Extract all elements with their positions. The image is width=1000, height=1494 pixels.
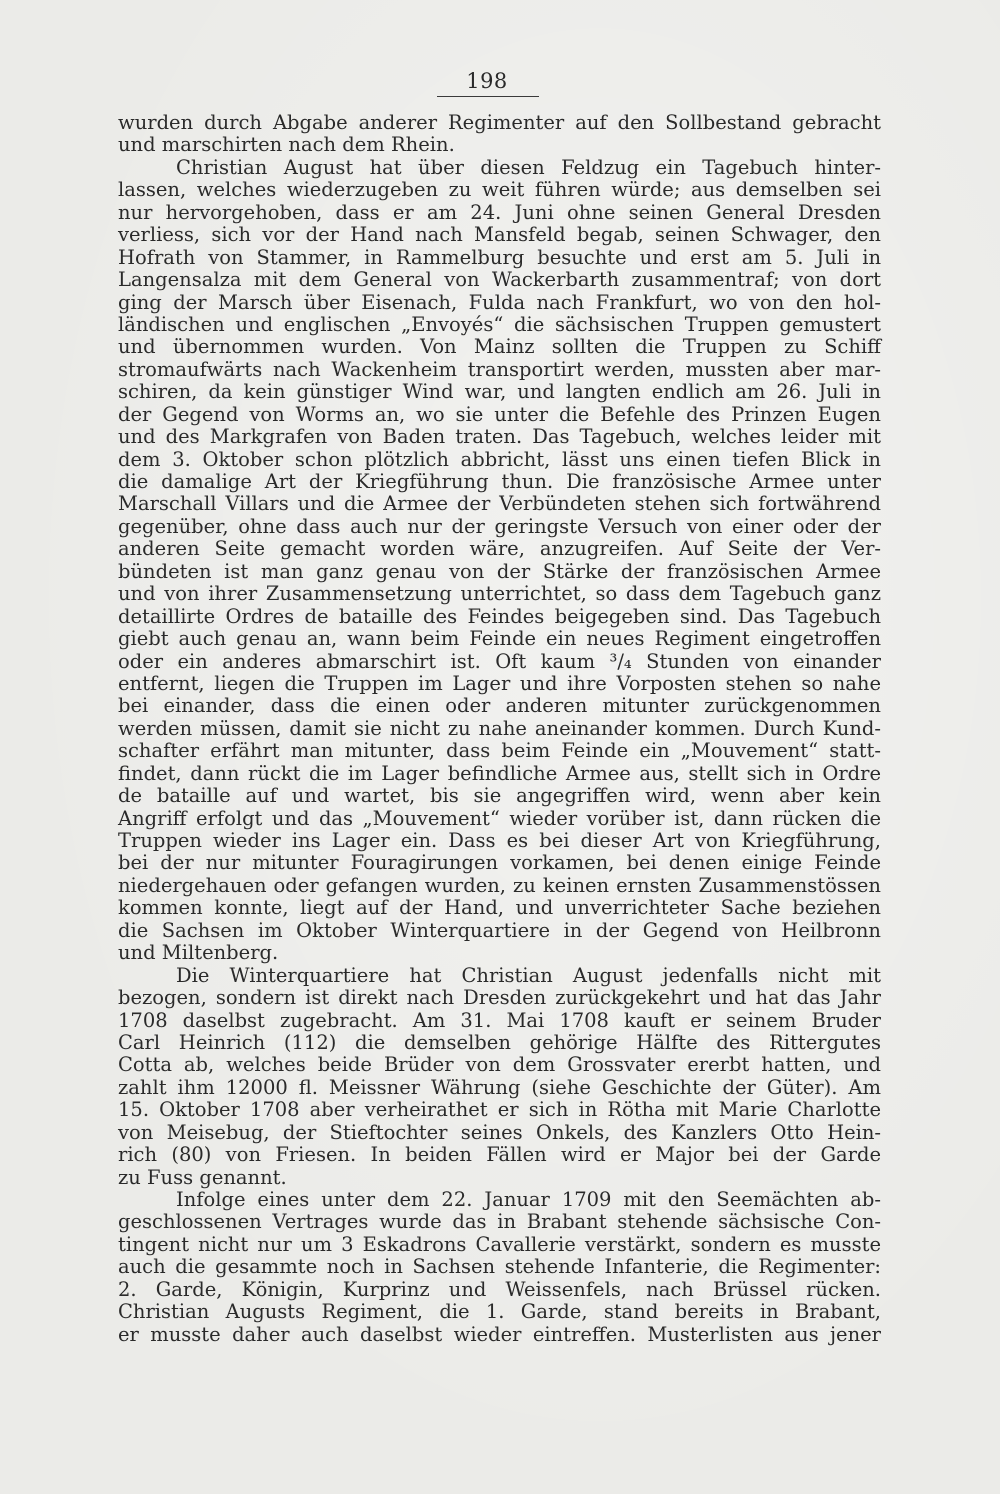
text-line: Infolge eines unter dem 22. Januar 1709 mit den Seemächten ab- bbox=[176, 1188, 881, 1211]
text-line: anderen Seite gemacht worden wäre, anzugreifen. Auf Seite der Ver- bbox=[118, 537, 881, 561]
text-line: die damalige Art der Kriegführung thun. Die französische Armee unter bbox=[118, 470, 881, 493]
text-line: giebt auch genau an, wann beim Feinde ein neues Regiment eingetroffen bbox=[118, 627, 881, 651]
text-line: bündeten ist man ganz genau von der Stärke der französischen Armee bbox=[118, 559, 881, 583]
page-number: 198 bbox=[466, 69, 508, 93]
text-line: de bataille auf und wartet, bis sie angegriffen wird, wenn aber kein bbox=[118, 784, 881, 808]
text-line: Hofrath von Stammer, in Rammelburg besuchte und erst am 5. Juli in bbox=[118, 245, 881, 269]
text-line: 2. Garde, Königin, Kurprinz und Weissenfels, nach Brüssel rücken. bbox=[118, 1277, 881, 1301]
text-line: Marschall Villars und die Armee der Verbündeten stehen sich fortwährend bbox=[118, 492, 881, 516]
text-line: gegenüber, ohne dass auch nur der geringste Versuch von einer oder der bbox=[118, 514, 881, 538]
text-line: zahlt ihm 12000 fl. Meissner Währung (siehe Geschichte der Güter). Am bbox=[118, 1075, 881, 1099]
text-line: schiren, da kein günstiger Wind war, und langten endlich am 26. Juli in bbox=[118, 380, 881, 404]
text-line: detaillirte Ordres de bataille des Feindes beigegeben sind. Das Tagebuch bbox=[118, 604, 881, 628]
text-line: Carl Heinrich (112) die demselben gehörige Hälfte des Rittergutes bbox=[118, 1030, 881, 1054]
text-line: werden müssen, damit sie nicht zu nahe aneinander kommen. Durch Kund- bbox=[118, 716, 881, 740]
text-line: von Meisebug, der Stieftochter seines Onkels, des Kanzlers Otto Hein- bbox=[118, 1120, 881, 1144]
text-line: Christian August hat über diesen Feldzug ein Tagebuch hinter- bbox=[176, 155, 881, 179]
text-line: oder ein anderes abmarschirt ist. Oft kaum ³/₄ Stunden von einander bbox=[118, 649, 881, 673]
text-line: schafter erfährt man mitunter, dass beim Feinde ein „Mouvement“ statt- bbox=[118, 739, 881, 763]
text-line: Christian Augusts Regiment, die 1. Garde, stand bereits in Brabant, bbox=[118, 1300, 881, 1324]
text-line: stromaufwärts nach Wackenheim transportirt werden, mussten aber mar- bbox=[118, 357, 881, 381]
text-line: bei einander, dass die einen oder anderen mitunter zurückgenommen bbox=[118, 694, 881, 718]
text-line: Die Winterquartiere hat Christian August jedenfalls nicht mit bbox=[176, 963, 881, 987]
text-line: kommen konnte, liegt auf der Hand, und unverrichteter Sache beziehen bbox=[118, 896, 881, 920]
page-number-rule bbox=[437, 96, 539, 97]
text-line: er musste daher auch daselbst wieder eintreffen. Musterlisten aus jener bbox=[118, 1322, 881, 1346]
text-line: und von ihrer Zusammensetzung unterrichtet, so dass dem Tagebuch ganz bbox=[118, 582, 881, 606]
text-line: nur hervorgehoben, dass er am 24. Juni ohne seinen General Dresden bbox=[118, 200, 881, 224]
text-line: und Miltenberg. bbox=[118, 941, 279, 965]
text-line: Truppen wieder ins Lager ein. Dass es bei dieser Art von Kriegführung, bbox=[118, 829, 881, 852]
text-line: entfernt, liegen die Truppen im Lager und ihre Vorposten stehen so nahe bbox=[118, 671, 881, 695]
text-line: findet, dann rückt die im Lager befindliche Armee aus, stellt sich in Ordre bbox=[118, 761, 881, 785]
text-line: und übernommen wurden. Von Mainz sollten die Truppen zu Schiff bbox=[118, 335, 881, 359]
text-line: rich (80) von Friesen. In beiden Fällen wird er Major bei der Garde bbox=[118, 1143, 881, 1167]
text-line: der Gegend von Worms an, wo sie unter die Befehle des Prinzen Eugen bbox=[118, 402, 881, 426]
text-line: und des Markgrafen von Baden traten. Das Tagebuch, welches leider mit bbox=[118, 425, 881, 449]
text-line: 1708 daselbst zugebracht. Am 31. Mai 1708 kauft er seinem Bruder bbox=[118, 1008, 881, 1032]
text-line: verliess, sich vor der Hand nach Mansfeld begab, seinen Schwager, den bbox=[118, 223, 881, 247]
text-line: ländischen und englischen „Envoyés“ die sächsischen Truppen gemustert bbox=[118, 312, 881, 336]
text-line: Langensalza mit dem General von Wackerbarth zusammentraf; von dort bbox=[118, 268, 881, 292]
body-text bbox=[118, 112, 881, 1346]
text-line: Cotta ab, welches beide Brüder von dem Grossvater ererbt hatten, und bbox=[118, 1053, 881, 1077]
text-line: niedergehauen oder gefangen wurden, zu keinen ernsten Zusammenstössen bbox=[118, 873, 881, 897]
text-line: zu Fuss genannt. bbox=[118, 1165, 287, 1189]
text-line: die Sachsen im Oktober Winterquartiere in der Gegend von Heilbronn bbox=[118, 918, 881, 942]
text-line: geschlossenen Vertrages wurde das in Brabant stehende sächsische Con- bbox=[118, 1210, 881, 1234]
text-line: bei der nur mitunter Fouragirungen vorkamen, bei denen einige Feinde bbox=[118, 851, 881, 875]
text-line: tingent nicht nur um 3 Eskadrons Cavallerie verstärkt, sondern es musste bbox=[118, 1232, 881, 1256]
text-line: und marschirten nach dem Rhein. bbox=[118, 133, 455, 157]
text-line: bezogen, sondern ist direkt nach Dresden zurückgekehrt und hat das Jahr bbox=[118, 986, 881, 1010]
text-line: Angriff erfolgt und das „Mouvement“ wieder vorüber ist, dann rücken die bbox=[118, 806, 881, 830]
text-line: lassen, welches wiederzugeben zu weit führen würde; aus demselben sei bbox=[118, 178, 881, 202]
text-line: auch die gesammte noch in Sachsen stehende Infanterie, die Regimenter: bbox=[118, 1255, 881, 1279]
text-line: 15. Oktober 1708 aber verheirathet er sich in Rötha mit Marie Charlotte bbox=[118, 1098, 881, 1122]
text-line: ging der Marsch über Eisenach, Fulda nach Frankfurt, wo von den hol- bbox=[118, 290, 881, 314]
text-line: wurden durch Abgabe anderer Regimenter auf den Sollbestand gebracht bbox=[118, 111, 881, 134]
text-line: dem 3. Oktober schon plötzlich abbricht, lässt uns einen tiefen Blick in bbox=[118, 447, 881, 471]
